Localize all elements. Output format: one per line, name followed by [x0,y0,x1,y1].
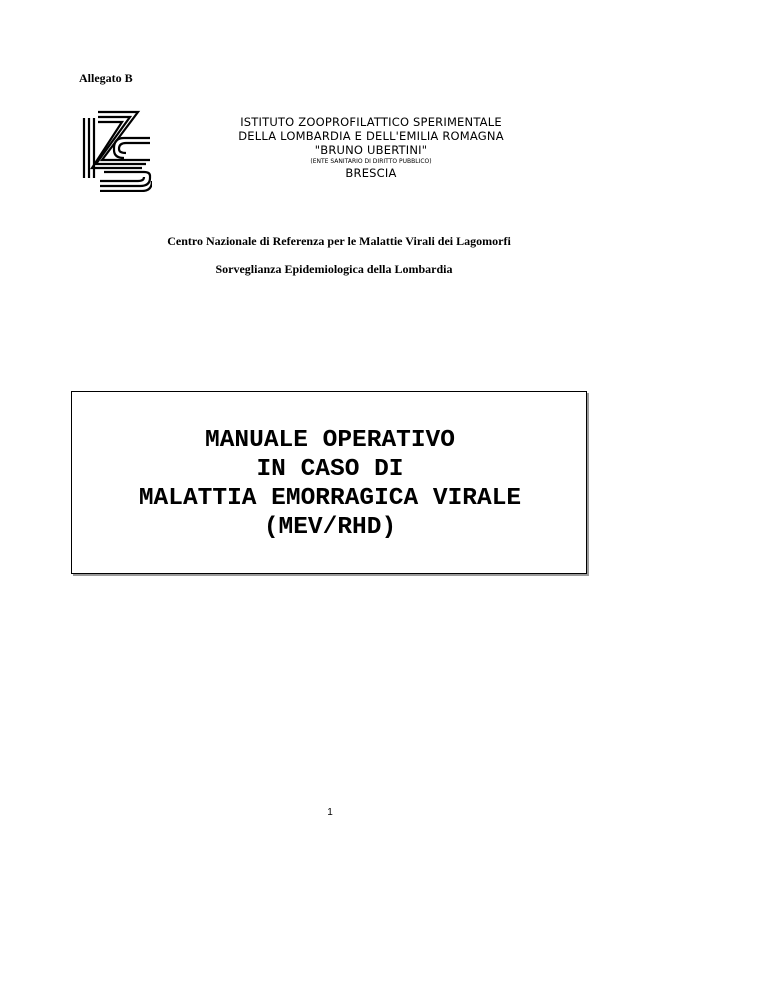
reference-centre-text: Centro Nazionale di Referenza per le Malattie Virali dei Lagomorfi [167,234,511,248]
izs-logo-icon [80,108,152,192]
attachment-label: Allegato B [79,71,133,85]
institute-heading [190,115,552,180]
institute-name-line3: "BRUNO UBERTINI" [314,143,428,157]
institute-name-line1: ISTITUTO ZOOPROFILATTICO SPERIMENTALE [240,115,502,129]
title-line4: (MEV/RHD) [263,514,397,541]
page-number: 1 [327,807,333,818]
document-title [0,426,660,542]
institute-legal-status: (ENTE SANITARIO DI DIRITTO PUBBLICO) [310,158,432,165]
title-line3: MALATTIA EMORRAGICA VIRALE [138,485,522,512]
institute-name-line2: DELLA LOMBARDIA E DELL'EMILIA ROMAGNA [238,129,504,143]
title-line2: IN CASO DI [256,456,404,483]
surveillance-text: Sorveglianza Epidemiologica della Lombardia [215,262,453,276]
institute-city: BRESCIA [345,166,397,180]
title-line1: MANUALE OPERATIVO [205,427,455,454]
